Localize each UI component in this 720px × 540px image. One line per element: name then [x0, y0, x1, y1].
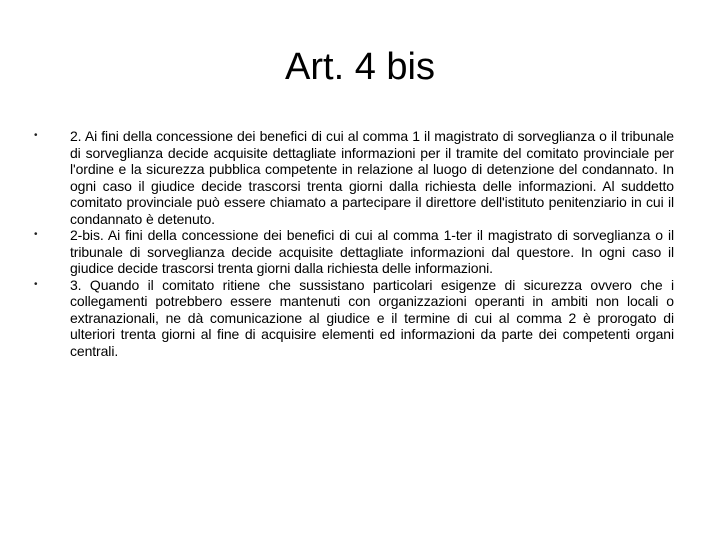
slide-title: Art. 4 bis: [285, 46, 435, 88]
bullet-item-2: [34, 227, 674, 277]
bullet-item-3: [34, 277, 674, 360]
bullet-marker: •: [34, 229, 38, 240]
bullet-marker: •: [34, 278, 38, 290]
bullet-list: [34, 128, 674, 359]
bullet-text: 2. Ai fini della concessione dei benefici di cui al comma 1 il magistrato di sorveglianza o il tribunale di sorveglianza decide acquisite dettagliate informazioni per il tramite del comitato provinciale per l'ordine e la sicurezza pubblica competente in relazione al luogo di detenzione del condannato. In ogni caso il giudice decide trascorsi trenta giorni dalla richiesta delle informazioni. Al suddetto comitato provinciale può essere chiamato a partecipare il direttore dell'istituto penitenziario in cui il condannato è detenuto.: [70, 128, 674, 227]
bullet-text: 3. Quando il comitato ritiene che sussistano particolari esigenze di sicurezza ovvero che i collegamenti potrebbero essere mantenuti con organizzazioni operanti in ambiti non locali o extranazionali, ne dà comunicazione al giudice e il termine di cui al comma 2 è prorogato di ulteriori trenta giorni al fine di acquisire elementi ed informazioni da parte dei competenti organi centrali.: [70, 276, 674, 359]
bullet-marker: •: [34, 130, 38, 141]
bullet-item-1: [34, 128, 674, 227]
bullet-text: 2-bis. Ai fini della concessione dei benefici di cui al comma 1-ter il magistrato di sorveglianza o il tribunale di sorveglianza decide acquisite dettagliate informazioni dal questore. In ogni caso il giudice decide trascorsi trenta giorni dalla richiesta delle informazioni.: [70, 227, 674, 276]
